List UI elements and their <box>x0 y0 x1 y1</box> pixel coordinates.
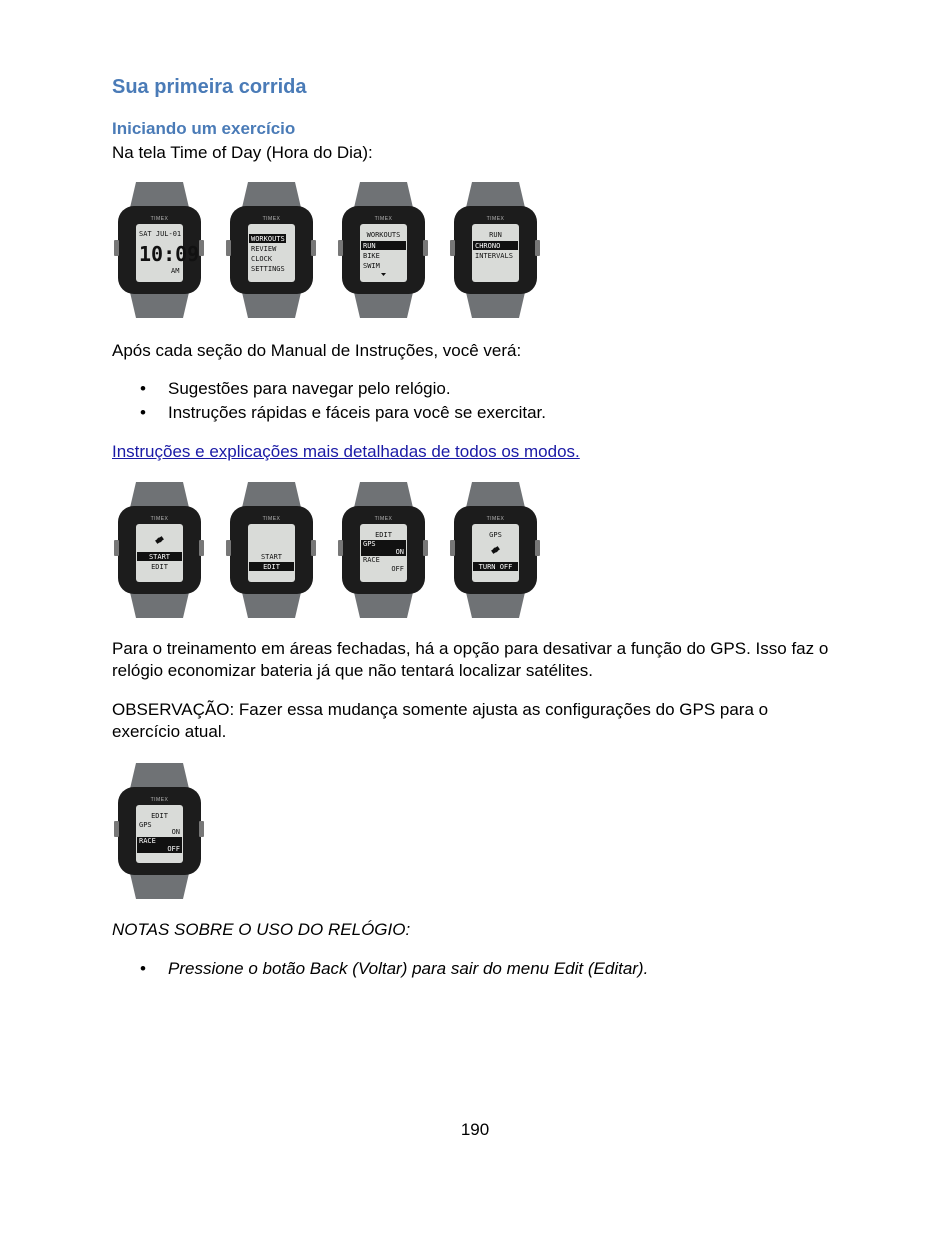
watch-time-of-day <box>114 182 205 318</box>
svg-text:WORKOUTS: WORKOUTS <box>251 235 285 243</box>
svg-text:TIMEX: TIMEX <box>374 216 393 222</box>
svg-text:START: START <box>260 553 283 561</box>
svg-text:CLOCK: CLOCK <box>251 255 273 263</box>
svg-text:CHRONO: CHRONO <box>475 242 501 250</box>
svg-text:TIMEX: TIMEX <box>150 797 169 803</box>
svg-text:GPS: GPS <box>363 540 376 548</box>
svg-text:EDIT: EDIT <box>151 812 168 820</box>
watch-start-edit-2 <box>226 482 317 618</box>
section-heading: Iniciando um exercício <box>112 119 296 138</box>
svg-text:WORKOUTS: WORKOUTS <box>366 231 401 239</box>
page-title: Sua primeira corrida <box>112 76 307 98</box>
svg-text:RACE: RACE <box>139 837 156 845</box>
svg-text:ON: ON <box>395 548 404 556</box>
watch-workouts-menu <box>338 182 429 318</box>
svg-text:EDIT: EDIT <box>263 563 280 571</box>
note-paragraph: OBSERVAÇÃO: Fazer essa mudança somente ajusta as configurações do GPS para o exercício atual. <box>112 700 769 741</box>
watch-gps-turn-off <box>450 482 541 618</box>
list-item: • Sugestões para navegar pelo relógio. <box>140 379 451 398</box>
svg-text:TIMEX: TIMEX <box>374 516 393 522</box>
watch-edit-race-off <box>114 763 205 899</box>
svg-text:GPS: GPS <box>139 821 152 829</box>
timex-logo: TIMEX <box>150 216 169 222</box>
watch-main-menu <box>226 182 317 318</box>
page-number: 190 <box>460 1120 490 1139</box>
svg-text:SWIM: SWIM <box>363 262 380 270</box>
svg-text:SAT JUL-01: SAT JUL-01 <box>139 230 182 238</box>
watch-start-edit-1 <box>114 482 205 618</box>
watch-edit-gps-on <box>338 482 429 618</box>
svg-text:BIKE: BIKE <box>363 252 380 260</box>
notes-heading: NOTAS SOBRE O USO DO RELÓGIO: <box>112 920 411 939</box>
watch-row-3 <box>114 763 205 899</box>
svg-text:TIMEX: TIMEX <box>150 516 169 522</box>
list-item: • Instruções rápidas e fáceis para você se exercitar. <box>140 403 546 422</box>
svg-text:RUN: RUN <box>363 242 376 250</box>
svg-text:EDIT: EDIT <box>151 563 168 571</box>
svg-text:OFF: OFF <box>167 845 180 853</box>
svg-text:OFF: OFF <box>391 565 404 573</box>
watch-row-2 <box>114 482 541 618</box>
svg-text:TURN OFF: TURN OFF <box>478 563 513 571</box>
svg-text:ON: ON <box>171 828 180 836</box>
svg-text:START: START <box>148 553 171 561</box>
svg-text:RUN: RUN <box>489 231 502 239</box>
svg-text:AM: AM <box>171 267 180 275</box>
gps-paragraph: Para o treinamento em áreas fechadas, há a opção para desativar a função do GPS. Isso faz o relógio economizar bateria já que não tentará localizar satélites. <box>112 639 829 680</box>
intro-text: Na tela Time of Day (Hora do Dia): <box>112 143 373 162</box>
list-item: • Pressione o botão Back (Voltar) para sair do menu Edit (Editar). <box>140 959 649 978</box>
svg-text:RACE: RACE <box>363 556 380 564</box>
svg-text:TIMEX: TIMEX <box>486 216 505 222</box>
detailed-instructions-link[interactable]: Instruções e explicações mais detalhadas de todos os modos. <box>112 442 580 461</box>
svg-text:GPS: GPS <box>489 531 502 539</box>
svg-text:SETTINGS: SETTINGS <box>251 265 285 273</box>
svg-text:TIMEX: TIMEX <box>262 216 281 222</box>
svg-text:REVIEW: REVIEW <box>251 245 277 253</box>
after-manual-text: Após cada seção do Manual de Instruções, você verá: <box>112 341 522 360</box>
watch-run-menu <box>450 182 541 318</box>
svg-text:TIMEX: TIMEX <box>262 516 281 522</box>
svg-text:EDIT: EDIT <box>375 531 392 539</box>
svg-text:INTERVALS: INTERVALS <box>475 252 513 260</box>
svg-text:10:09: 10:09 <box>139 242 200 266</box>
watch-row-1 <box>114 182 541 318</box>
svg-text:TIMEX: TIMEX <box>486 516 505 522</box>
